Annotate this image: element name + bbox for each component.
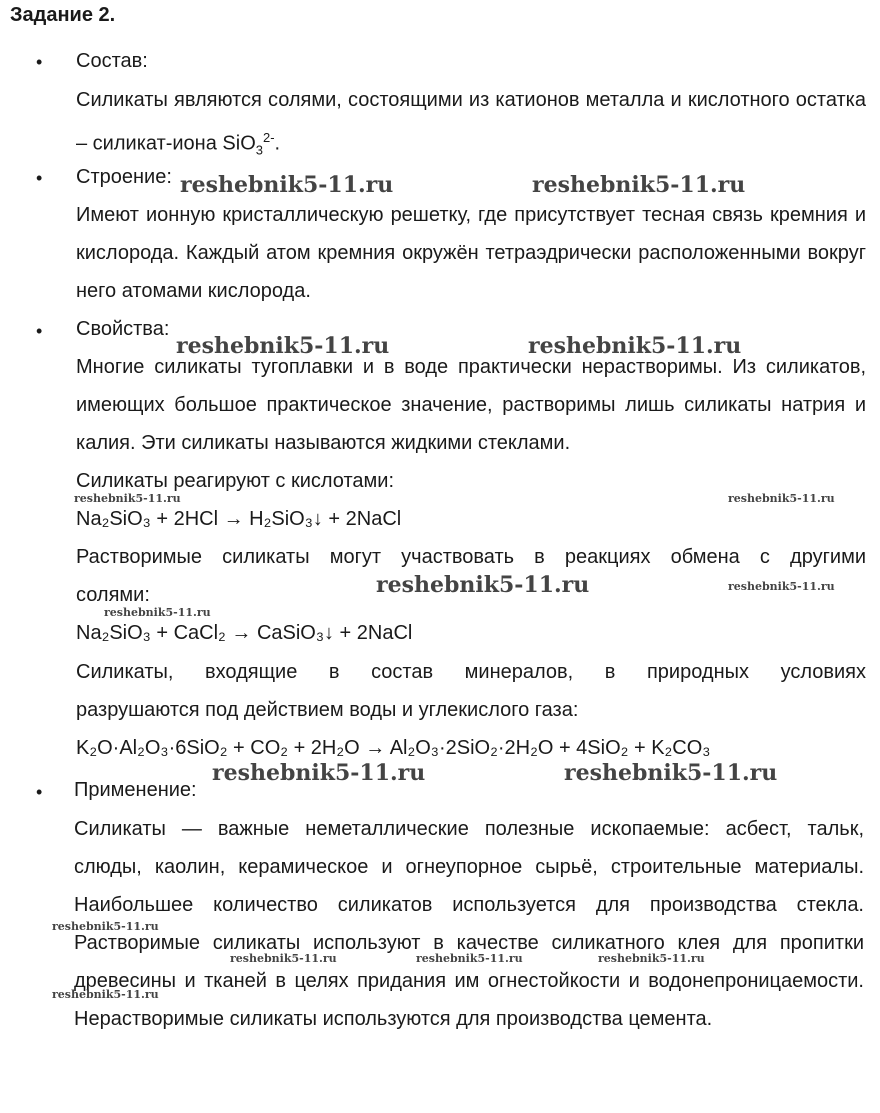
application-heading: Применение: — [74, 779, 197, 801]
bullet-icon: • — [36, 168, 43, 188]
page-title: Задание 2. — [10, 4, 116, 26]
watermark: reshebnik5-11.ru — [598, 952, 705, 965]
exchange-line-2: солями: — [76, 584, 150, 606]
properties-text: Многие силикаты тугоплавки и в воде практически нерастворимы. Из силикатов, имеющих большое практическое значение, растворимы лишь силикаты натрия и калия. Эти силикаты называются жидкими стеклами. — [76, 356, 866, 454]
ion-subscript: 3 — [255, 142, 263, 158]
ion-superscript: 2- — [262, 130, 275, 145]
ion-tail: . — [274, 132, 281, 155]
structure-text: Имеют ионную кристаллическую решетку, где присутствует тесная связь кремния и кислорода. Каждый атом кремния окружён тетраэдрически расположенными вокруг него атомами кислорода. — [76, 204, 866, 302]
bullet-icon: • — [36, 782, 43, 802]
watermark: reshebnik5-11.ru — [230, 952, 337, 965]
composition-text-body: Силикаты являются солями, состоящими из катионов металла и кислотного остатка – силикат-иона SiO — [76, 89, 866, 155]
watermark: reshebnik5-11.ru — [176, 333, 390, 359]
watermark: reshebnik5-11.ru — [728, 492, 835, 505]
exchange-line-1: Растворимые силикаты могут участвовать в реакциях обмена с другими — [76, 546, 866, 568]
bullet-icon: • — [36, 52, 43, 72]
equation-2: Na₂SiO₃ + CaCl₂ → CaSiO₃↓ + 2NaCl — [76, 622, 413, 644]
equation-1: Na₂SiO₃ + 2HCl → H₂SiO₃↓ + 2NaCl — [76, 508, 402, 530]
watermark: reshebnik5-11.ru — [416, 952, 523, 965]
watermark: reshebnik5-11.ru — [104, 606, 211, 619]
composition-heading: Состав: — [76, 50, 148, 72]
watermark: reshebnik5-11.ru — [376, 572, 590, 598]
equation-3: K₂O·Al₂O₃·6SiO₂ + CO₂ + 2H₂O → Al₂O₃·2SiO₂·2H₂O + 4SiO₂ + K₂CO₃ — [76, 737, 711, 759]
application-text: Силикаты — важные неметаллические полезные ископаемые: асбест, тальк, слюды, каолин, керамическое и огнеупорное сырьё, строительные материалы. Наибольшее количество силикатов используется для производства стекла. Растворимые силикаты используют в качестве силикатного клея для пропитки древесины и тканей в целях придания им огнестойкости и водонепроницаемости. Нерастворимые силикаты используются для производства цемента. — [74, 818, 864, 1030]
watermark: reshebnik5-11.ru — [74, 492, 181, 505]
minerals-line-1: Силикаты, входящие в состав минералов, в природных условиях — [76, 661, 866, 683]
composition-text — [76, 81, 866, 170]
watermark: reshebnik5-11.ru — [180, 172, 394, 198]
structure-heading: Строение: — [76, 166, 172, 188]
watermark: reshebnik5-11.ru — [52, 920, 159, 933]
watermark: reshebnik5-11.ru — [728, 580, 835, 593]
watermark: reshebnik5-11.ru — [52, 988, 159, 1001]
watermark: reshebnik5-11.ru — [564, 760, 778, 786]
properties-heading: Свойства: — [76, 318, 170, 340]
acids-intro: Силикаты реагируют с кислотами: — [76, 470, 395, 492]
watermark: reshebnik5-11.ru — [212, 760, 426, 786]
watermark: reshebnik5-11.ru — [532, 172, 746, 198]
watermark: reshebnik5-11.ru — [528, 333, 742, 359]
minerals-line-2: разрушаются под действием воды и углекислого газа: — [76, 699, 579, 721]
bullet-icon: • — [36, 321, 43, 341]
